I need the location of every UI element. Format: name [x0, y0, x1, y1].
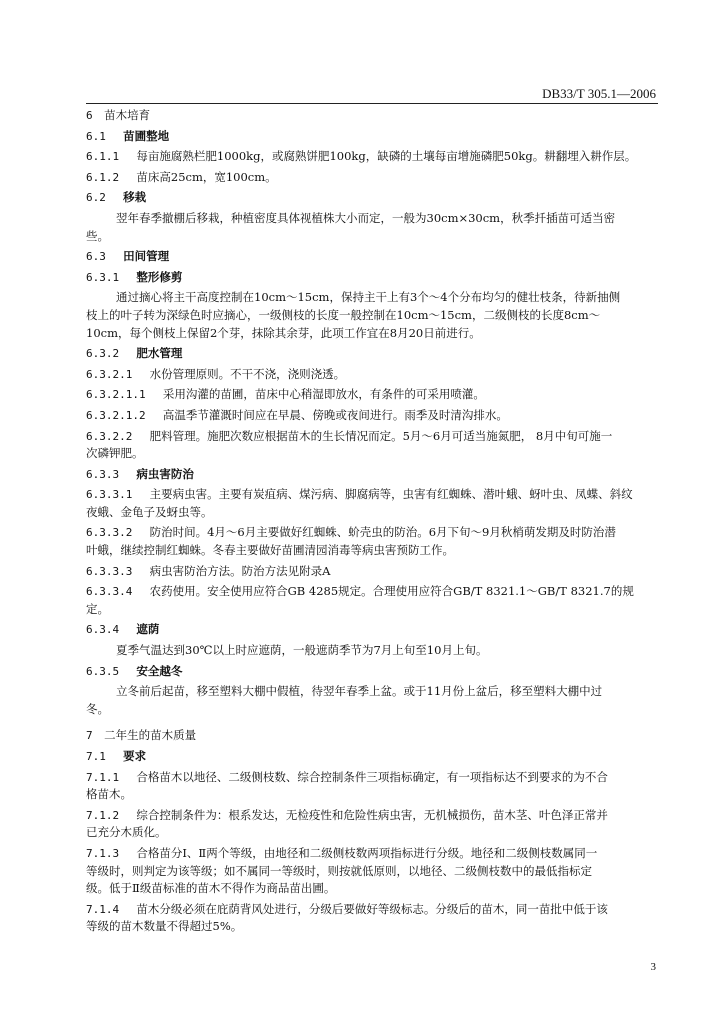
body-text: 通过摘心将主干高度控制在10cm～15cm，保持主干上有3个～4个分布均匀的健壮枝条，待新抽侧	[116, 290, 621, 305]
section-heading	[86, 748, 658, 766]
text-line	[86, 307, 658, 325]
clause-number: 6.3.3.4	[86, 585, 133, 599]
clause-line	[86, 845, 658, 863]
clause-line	[86, 169, 658, 187]
clause-number: 7.1.1	[86, 770, 120, 784]
body-text: 采用沟灌的苗圃，苗床中心稍湿即放水，有条件的可采用喷灌。	[162, 387, 485, 402]
body-text: 定。	[86, 601, 109, 616]
body-text: 肥料管理。施肥次数应根据苗木的生长情况而定。5月～6月可适当施氮肥， 8月中旬可施一	[149, 428, 613, 443]
body-text: 级。低于Ⅱ级苗标准的苗木不得作为商品苗出圃。	[86, 881, 336, 896]
body-text: 苗床高25cm，宽100cm。	[136, 169, 277, 184]
heading-text: 田间管理	[123, 249, 170, 264]
clause-number: 6.3.2	[86, 347, 120, 361]
document-body	[86, 107, 658, 936]
clause-number: 6.1	[86, 129, 106, 143]
heading-text: 安全越冬	[136, 663, 183, 678]
heading-text: 移栽	[123, 190, 147, 205]
body-text: 每亩施腐熟栏肥1000kg，或腐熟饼肥100kg，缺磷的土壤每亩增施磷肥50kg。耕翻埋入耕作层。	[136, 149, 637, 164]
body-text: 叶蛾，继续控制红蜘蛛。冬春主要做好苗圃清园消毒等病虫害预防工作。	[86, 543, 454, 558]
heading-text: 苗圃整地	[123, 128, 170, 143]
body-text: 格苗木。	[86, 787, 132, 802]
text-line	[86, 824, 658, 842]
clause-number: 7.1.2	[86, 808, 120, 822]
body-text: 高温季节灌溉时间应在早晨、傍晚或夜间进行。雨季及时清沟排水。	[162, 407, 508, 422]
clause-line	[86, 289, 658, 307]
body-text: 等级时，则判定为该等级；如不属同一等级时，则按就低原则，以地径、二级侧枝数中的最低指标定	[86, 863, 592, 878]
clause-line	[86, 563, 658, 581]
body-text: 苗木分级必须在庇荫背风处进行，分级后要做好等级标志。分级后的苗木，同一苗批中低于该	[136, 901, 608, 916]
heading-text: 遮荫	[136, 622, 160, 637]
section-heading	[86, 727, 658, 745]
clause-line	[86, 683, 658, 701]
clause-number: 6.3.1	[86, 270, 120, 284]
clause-line	[86, 524, 658, 542]
section-heading	[86, 345, 658, 363]
header-rule	[86, 103, 658, 104]
text-line	[86, 863, 658, 881]
clause-number: 6.3.2.1.2	[86, 408, 146, 422]
text-line	[86, 445, 658, 463]
clause-number: 7	[86, 729, 93, 743]
section-heading	[86, 269, 658, 287]
clause-line	[86, 901, 658, 919]
body-text: 防治时间。4月～6月主要做好红蜘蛛、蚧壳虫的防治。6月下旬～9月秋梢萌发期及时防治潜	[149, 525, 616, 540]
body-text: 合格苗木以地径、二级侧枝数、综合控制条件三项指标确定，有一项指标达不到要求的为不合	[136, 769, 608, 784]
clause-number: 6.3.5	[86, 664, 120, 678]
clause-number: 6.1.1	[86, 150, 120, 164]
body-text: 冬。	[86, 701, 109, 716]
text-line	[86, 325, 658, 343]
text-line	[86, 542, 658, 560]
clause-number: 6	[86, 109, 93, 122]
heading-text: 整形修剪	[136, 269, 183, 284]
text-line	[86, 786, 658, 804]
clause-number: 6.3.4	[86, 623, 120, 637]
clause-number: 6.3.3	[86, 467, 120, 481]
clause-line	[86, 807, 658, 825]
body-text: 已充分木质化。	[86, 825, 167, 840]
clause-number: 6.3.2.1	[86, 367, 133, 381]
body-text: 立冬前后起苗，移至塑料大棚中假植，待翌年春季上盆。或于11月份上盆后，移至塑料大棚中过	[116, 684, 603, 699]
body-text: 合格苗分Ⅰ、Ⅱ两个等级，由地径和二级侧枝数两项指标进行分级。地径和二级侧枝数属同一	[136, 845, 598, 860]
body-text: 些。	[86, 228, 109, 243]
clause-number: 7.1	[86, 750, 106, 763]
body-text: 枝上的叶子转为深绿色时应摘心，一级侧枝的长度一般控制在10cm～15cm，二级侧枝的长度8cm～	[86, 307, 601, 322]
clause-number: 7.1.3	[86, 846, 120, 860]
body-text: 水份管理原则。不干不浇，浇则浇透。	[149, 366, 346, 381]
section-heading	[86, 663, 658, 681]
body-text: 病虫害防治方法。防治方法见附录A	[149, 563, 331, 578]
section-heading	[86, 128, 658, 146]
heading-text: 肥水管理	[136, 346, 183, 361]
clause-line	[86, 407, 658, 425]
clause-line	[86, 486, 658, 504]
clause-number: 6.3.3.1	[86, 488, 133, 502]
heading-text: 要求	[123, 749, 147, 763]
clause-line	[86, 428, 658, 446]
standard-code: DB33/T 305.1—2006	[542, 86, 656, 101]
section-heading	[86, 466, 658, 484]
body-text: 翌年春季撤棚后移栽，种植密度具体视植株大小而定，一般为30cm×30cm，秋季扦插苗可适当密	[116, 210, 616, 225]
clause-number: 6.3	[86, 250, 106, 264]
clause-line	[86, 769, 658, 787]
body-text: 夜蛾、金龟子及蚜虫等。	[86, 504, 213, 519]
body-text: 次磷钾肥。	[86, 446, 144, 461]
clause-number: 6.2	[86, 191, 106, 205]
body-text: 综合控制条件为：根系发达，无检疫性和危险性病虫害，无机械损伤，苗木茎、叶色泽正常并	[136, 807, 608, 822]
text-line	[86, 880, 658, 898]
body-text: 等级的苗木数量不得超过5%。	[86, 919, 243, 934]
clause-line	[86, 642, 658, 660]
clause-number: 6.3.2.2	[86, 429, 133, 443]
clause-line	[86, 148, 658, 166]
body-text: 10cm，每个侧枝上保留2个芽，抹除其余芽，此项工作宜在8月20日前进行。	[86, 325, 481, 340]
body-text: 夏季气温达到30℃以上时应遮荫，一般遮荫季节为7月上旬至10月上旬。	[116, 643, 488, 658]
clause-line	[86, 583, 658, 601]
text-line	[86, 228, 658, 246]
clause-line	[86, 366, 658, 384]
section-heading	[86, 248, 658, 266]
clause-number: 7.1.4	[86, 902, 120, 916]
clause-line	[86, 386, 658, 404]
body-text: 农药使用。安全使用应符合GB 4285规定。合理使用应符合GB/T 8321.1～GB/T 8321.7的规	[149, 584, 634, 599]
page-number: 3	[650, 961, 656, 973]
text-line	[86, 918, 658, 936]
clause-line	[86, 210, 658, 228]
section-heading	[86, 107, 658, 125]
clause-number: 6.3.3.2	[86, 526, 133, 540]
heading-text: 病虫害防治	[136, 466, 194, 481]
clause-number: 6.3.3.3	[86, 564, 133, 578]
section-heading	[86, 189, 658, 207]
heading-text: 苗木培育	[104, 108, 151, 122]
body-text: 主要病虫害。主要有炭疽病、煤污病、脚腐病等，虫害有红蜘蛛、潜叶蛾、蚜叶虫、凤蝶、斜纹	[149, 487, 633, 502]
section-heading	[86, 621, 658, 639]
heading-text: 二年生的苗木质量	[104, 728, 197, 743]
text-line	[86, 701, 658, 719]
text-line	[86, 601, 658, 619]
clause-number: 6.3.2.1.1	[86, 388, 146, 402]
clause-number: 6.1.2	[86, 170, 120, 184]
text-line	[86, 504, 658, 522]
